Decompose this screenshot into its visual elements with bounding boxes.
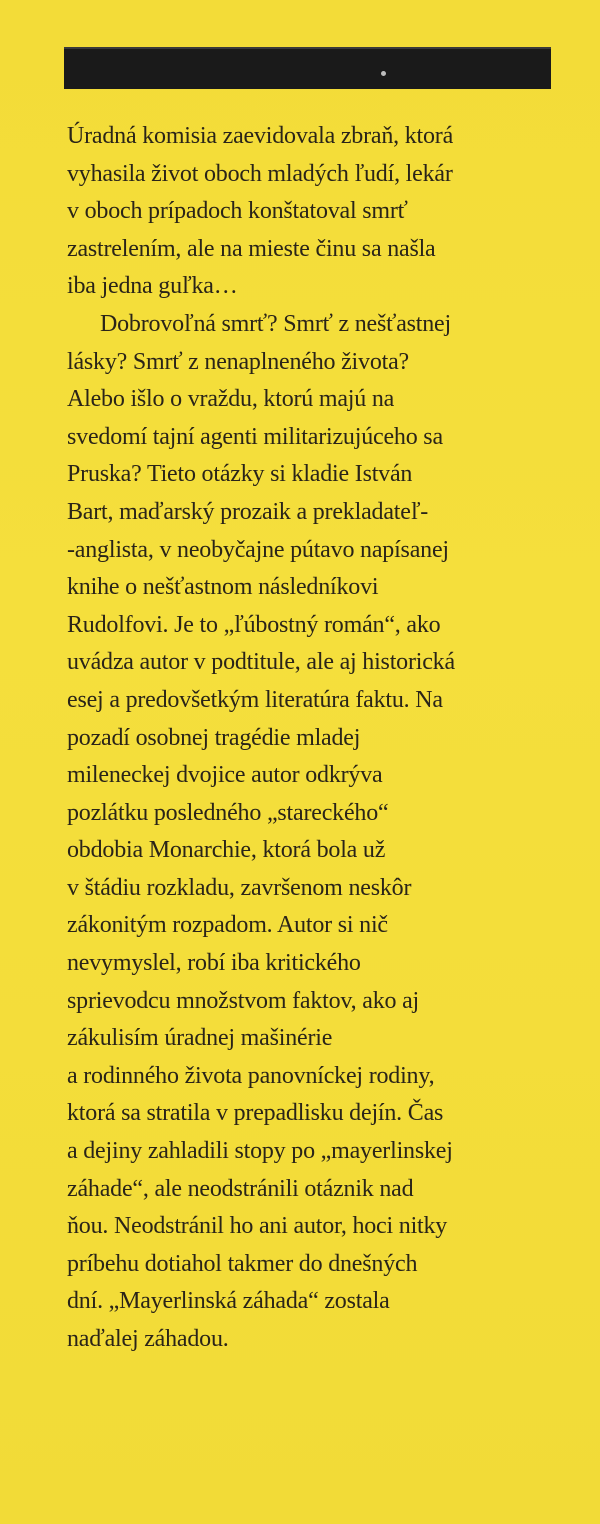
text-line: príbehu dotiahol takmer do dnešných	[67, 1250, 418, 1277]
blurb-text	[67, 118, 567, 1359]
text-line: iba jedna guľka…	[67, 273, 238, 300]
text-line: Bart, maďarský prozaik a prekladateľ-	[67, 498, 429, 525]
text-line: zákulisím úradnej mašinérie	[67, 1025, 333, 1052]
text-line: Alebo išlo o vraždu, ktorú majú na	[67, 386, 395, 413]
dot-mark	[381, 71, 386, 76]
text-line: svedomí tajní agenti militarizujúceho sa	[67, 423, 443, 450]
text-line: a dejiny zahladili stopy po „mayerlinskej	[67, 1138, 453, 1165]
text-line: v oboch prípadoch konštatoval smrť	[67, 198, 408, 225]
text-line: Úradná komisia zaevidovala zbraň, ktorá	[67, 123, 454, 149]
text-line: záhade“, ale neodstránili otáznik nad	[67, 1175, 414, 1202]
text-line: vyhasila život oboch mladých ľudí, lekár	[67, 160, 453, 187]
text-line: uvádza autor v podtitule, ale aj historická	[67, 649, 455, 676]
text-line: Pruska? Tieto otázky si kladie István	[67, 461, 413, 488]
text-line: knihe o nešťastnom následníkovi	[67, 574, 379, 601]
text-line: a rodinného života panovníckej rodiny,	[67, 1062, 435, 1089]
text-line: obdobia Monarchie, ktorá bola už	[67, 837, 386, 864]
text-line: Dobrovoľná smrť? Smrť z nešťastnej	[100, 310, 451, 337]
text-line: esej a predovšetkým literatúra faktu. Na	[67, 686, 443, 713]
text-line: dní. „Mayerlinská záhada“ zostala	[67, 1288, 390, 1315]
black-header-bar	[64, 47, 551, 89]
text-line: v štádiu rozkladu, završenom neskôr	[67, 874, 412, 901]
text-line: sprievodcu množstvom faktov, ako aj	[67, 987, 420, 1014]
text-line: pozadí osobnej tragédie mladej	[67, 724, 361, 751]
text-line: -anglista, v neobyčajne pútavo napísanej	[67, 536, 449, 563]
text-line: nevymyslel, robí iba kritického	[67, 950, 361, 977]
text-line: naďalej záhadou.	[67, 1326, 229, 1352]
text-line: Rudolfovi. Je to „ľúbostný román“, ako	[67, 611, 441, 638]
text-line: pozlátku posledného „stareckého“	[67, 799, 389, 826]
text-line: mileneckej dvojice autor odkrýva	[67, 762, 383, 789]
text-line: lásky? Smrť z nenaplneného života?	[67, 348, 409, 375]
text-line: ňou. Neodstránil ho ani autor, hoci nitky	[67, 1213, 448, 1240]
text-line: zastrelením, ale na mieste činu sa našla	[67, 235, 436, 262]
text-line: ktorá sa stratila v prepadlisku dejín. Čas	[67, 1100, 444, 1127]
text-line: zákonitým rozpadom. Autor si nič	[67, 912, 388, 939]
